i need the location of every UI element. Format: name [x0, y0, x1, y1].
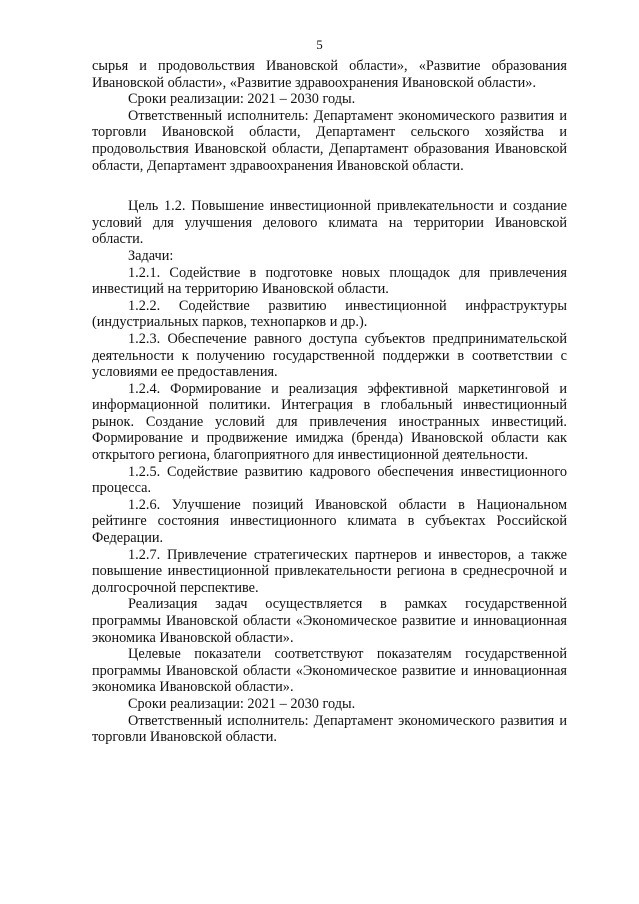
- task-item: 1.2.3. Обеспечение равного доступа субъектов предпринимательской деятельности к получению государственной поддержки в соответствии с условиями ее предоставления.: [92, 330, 567, 381]
- goal-heading: Цель 1.2. Повышение инвестиционной привлекательности и создание условий для улучшения делового климата на территории Ивановской области.: [92, 198, 567, 248]
- task-item: 1.2.2. Содействие развитию инвестиционной инфраструктуры (индустриальных парков, технопарков и др.).: [92, 297, 567, 331]
- section-gap: [92, 174, 567, 198]
- paragraph-executor: Ответственный исполнитель: Департамент экономического развития и торговли Ивановской области, Департамент сельского хозяйства и продовольствия Ивановской области, Департамент образования Ивановской области, Департамент здравоохранения Ивановской области.: [92, 107, 567, 174]
- paragraph-continuation: сырья и продовольствия Ивановской области», «Развитие образования Ивановской области», «Развитие здравоохранения Ивановской области».: [92, 58, 567, 91]
- page-number: 5: [316, 37, 323, 52]
- paragraph-executor: Ответственный исполнитель: Департамент экономического развития и торговли Ивановской области.: [92, 712, 567, 746]
- paragraph-deadline: Сроки реализации: 2021 – 2030 годы.: [128, 695, 356, 712]
- task-item: 1.2.1. Содействие в подготовке новых площадок для привлечения инвестиций на территорию Ивановской области.: [92, 264, 567, 298]
- document-body: [92, 58, 567, 746]
- paragraph-indicators: Целевые показатели соответствуют показателям государственной программы Ивановской области «Экономическое развитие и инновационная экономика Ивановской области».: [92, 646, 567, 696]
- paragraph-implementation: Реализация задач осуществляется в рамках государственной программы Ивановской области «Экономическое развитие и инновационная экономика Ивановской области».: [92, 596, 567, 646]
- task-item: 1.2.7. Привлечение стратегических партнеров и инвесторов, а также повышение инвестиционной привлекательности региона в среднесрочной и долгосрочной перспективе.: [92, 546, 567, 596]
- tasks-heading: Задачи:: [128, 247, 174, 264]
- task-item: 1.2.4. Формирование и реализация эффективной маркетинговой и информационной политики. Интеграция в глобальный инвестиционный рынок. Создание условий для привлечения иностранных инвестиций. Формирование и продвижение имиджа (бренда) Ивановской области как открытого региона, благоприятного для инвестиционной деятельности.: [92, 380, 567, 464]
- paragraph-deadline: Сроки реализации: 2021 – 2030 годы.: [128, 91, 356, 108]
- task-item: 1.2.6. Улучшение позиций Ивановской области в Национальном рейтинге состояния инвестиционного климата в субъектах Российской Федерации.: [92, 496, 567, 547]
- task-item: 1.2.5. Содействие развитию кадрового обеспечения инвестиционного процесса.: [92, 463, 567, 497]
